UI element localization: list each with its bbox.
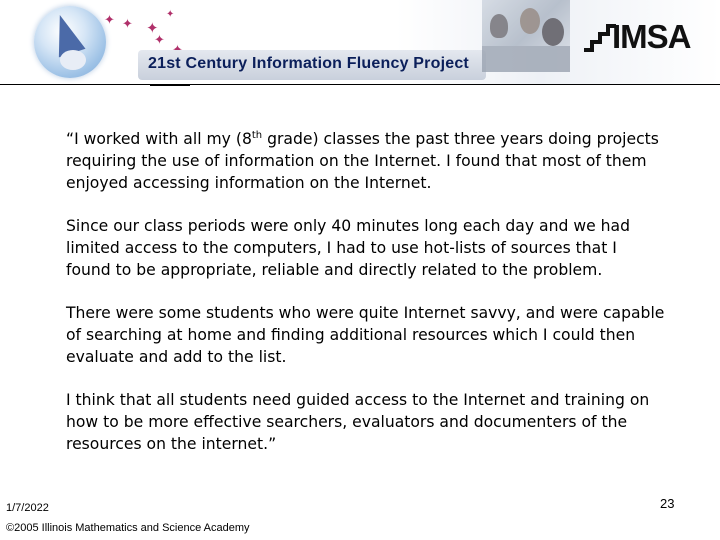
classroom-photo <box>482 0 570 72</box>
quote-paragraph-3: There were some students who were quite Internet savvy, and were capable of searching at home and finding additional resources which I could then evaluate and add to the list. <box>66 304 665 366</box>
star-icon: ✦ <box>154 33 165 48</box>
star-icon: ✦ <box>166 9 175 20</box>
project-title: 21st Century Information Fluency Project <box>148 55 469 72</box>
quote-paragraph-4: I think that all students need guided access to the Internet and training on how to be more effective searchers, evaluators and documenters of the resources on the internet.” <box>66 391 650 453</box>
quote-body <box>66 128 666 476</box>
star-icon: ✦ <box>122 17 133 32</box>
header-divider <box>0 84 720 85</box>
slide-date: 1/7/2022 <box>6 502 49 514</box>
quote-paragraph-2: Since our class periods were only 40 minutes long each day and we had limited access to the computers, I had to use hot-lists of sources that I found to be appropriate, reliable and directly related to the problem. <box>66 217 630 279</box>
star-icon: ✦ <box>104 13 115 28</box>
header-divider-accent <box>150 84 190 86</box>
quote-paragraph-1: “I worked with all my (8th grade) classes the past three years doing projects requiring the use of information on the Internet. I found that most of them enjoyed accessing information on the Internet. <box>66 130 659 192</box>
page-number: 23 <box>660 496 675 511</box>
imsa-logo: IMSA <box>612 18 691 55</box>
wizard-face-icon <box>60 50 86 70</box>
copyright-text: ©2005 Illinois Mathematics and Science Academy <box>6 522 250 534</box>
star-icon: ✦ <box>146 19 159 37</box>
